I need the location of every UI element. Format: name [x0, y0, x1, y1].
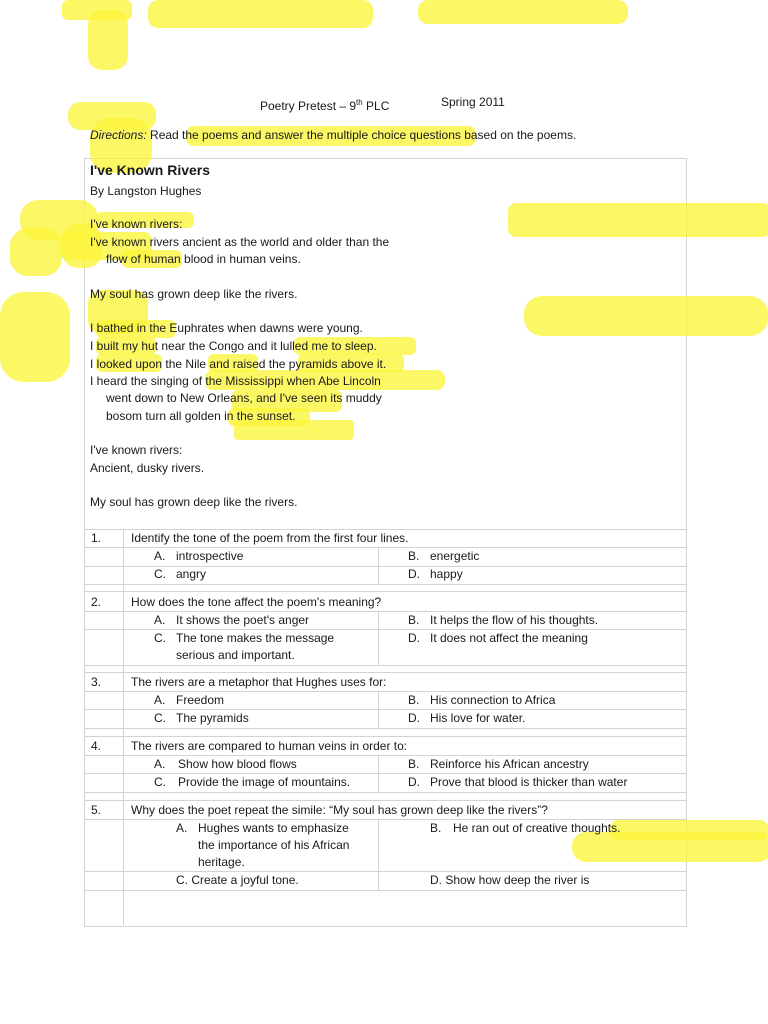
- table-rule: [84, 755, 686, 756]
- table-rule: [84, 591, 686, 592]
- poem-line: went down to New Orleans, and I've seen its muddy: [106, 391, 382, 405]
- choice-a: introspective: [176, 549, 244, 563]
- choice-a-letter: A.: [154, 549, 166, 563]
- table-rule: [84, 709, 686, 710]
- choice-b-letter: B.: [408, 693, 420, 707]
- question-text: The rivers are a metaphor that Hughes uses for:: [131, 675, 387, 689]
- choice-d: His love for water.: [430, 711, 526, 725]
- table-rule: [84, 566, 686, 567]
- choice-c: Provide the image of mountains.: [178, 775, 351, 789]
- poem-line: flow of human blood in human veins.: [106, 252, 301, 266]
- choice-b: Reinforce his African ancestry: [430, 757, 589, 771]
- choice-b-letter: B.: [408, 549, 420, 563]
- choice-c-cont: serious and important.: [176, 648, 295, 662]
- choice-c: C. Create a joyful tone.: [176, 873, 299, 887]
- highlight-mark: [610, 820, 768, 840]
- table-rule: [84, 691, 686, 692]
- choice-a-cont: heritage.: [198, 855, 245, 869]
- poem-line: I looked upon the Nile and raised the pyramids above it.: [90, 357, 387, 371]
- poem-author: By Langston Hughes: [90, 184, 202, 198]
- table-rule: [84, 890, 686, 891]
- test-term: Spring 2011: [441, 95, 505, 109]
- choice-a: It shows the poet's anger: [176, 613, 310, 627]
- poem-line: I built my hut near the Congo and it lulled me to sleep.: [90, 339, 377, 353]
- poem-line: I've known rivers:: [90, 443, 183, 457]
- table-rule: [84, 672, 686, 673]
- table-divider: [378, 819, 379, 891]
- table-divider: [378, 611, 379, 666]
- table-rule: [84, 728, 686, 729]
- table-rule: [84, 792, 686, 793]
- directions: [90, 127, 576, 144]
- choice-c-letter: C.: [154, 631, 166, 645]
- highlight-mark: [0, 292, 70, 382]
- question-number: 2.: [91, 595, 102, 609]
- table-rule: [84, 871, 686, 872]
- choice-b-letter: B.: [430, 821, 442, 835]
- highlight-mark: [88, 10, 128, 70]
- choice-d-letter: D.: [408, 631, 420, 645]
- choice-a-cont: the importance of his African: [198, 838, 350, 852]
- choice-b-letter: B.: [408, 613, 420, 627]
- test-title: Poetry Pretest – 9th PLC: [260, 98, 390, 113]
- choice-b-letter: B.: [408, 757, 420, 771]
- choice-a-letter: A.: [154, 613, 166, 627]
- table-divider: [378, 691, 379, 729]
- choice-c: angry: [176, 567, 207, 581]
- table-divider: [378, 547, 379, 585]
- choice-d-letter: D.: [408, 711, 420, 725]
- highlight-mark: [508, 203, 768, 237]
- choice-b: His connection to Africa: [430, 693, 556, 707]
- choice-a: Show how blood flows: [178, 757, 297, 771]
- choice-b: energetic: [430, 549, 480, 563]
- choice-a: Freedom: [176, 693, 225, 707]
- table-rule: [84, 547, 686, 548]
- poem-line: My soul has grown deep like the rivers.: [90, 287, 298, 301]
- choice-c-letter: C.: [154, 711, 166, 725]
- question-number: 4.: [91, 739, 102, 753]
- choice-d: happy: [430, 567, 463, 581]
- choice-d: D. Show how deep the river is: [430, 873, 590, 887]
- table-divider: [378, 755, 379, 793]
- highlight-mark: [524, 296, 768, 336]
- choice-b: He ran out of creative thoughts.: [453, 821, 621, 835]
- directions-text: Read the poems and answer the multiple choice questions based on the poems.: [146, 128, 577, 142]
- table-rule: [84, 665, 686, 666]
- choice-a-letter: A.: [154, 693, 166, 707]
- choice-d: It does not affect the meaning: [430, 631, 588, 645]
- table-divider: [123, 529, 124, 925]
- poem-line: I bathed in the Euphrates when dawns were young.: [90, 321, 363, 335]
- choice-d-letter: D.: [408, 775, 420, 789]
- question-text: How does the tone affect the poem's meaning?: [131, 595, 382, 609]
- choice-a-letter: A.: [154, 757, 166, 771]
- question-text: Identify the tone of the poem from the first four lines.: [131, 531, 409, 545]
- choice-c: The pyramids: [176, 711, 249, 725]
- question-number: 5.: [91, 803, 102, 817]
- question-number: 3.: [91, 675, 102, 689]
- highlight-mark: [418, 0, 628, 24]
- table-rule: [84, 736, 686, 737]
- poem-line: I heard the singing of the Mississippi when Abe Lincoln: [90, 374, 381, 388]
- poem-line: I've known rivers:: [90, 217, 183, 231]
- question-number: 1.: [91, 531, 102, 545]
- poem-line: bosom turn all golden in the sunset.: [106, 409, 296, 423]
- choice-c-letter: C.: [154, 567, 166, 581]
- table-rule: [84, 584, 686, 585]
- question-text: The rivers are compared to human veins in order to:: [131, 739, 408, 753]
- highlight-mark: [148, 0, 373, 28]
- question-text: Why does the poet repeat the simile: “My soul has grown deep like the rivers”?: [131, 803, 548, 817]
- choice-a: Hughes wants to emphasize: [198, 821, 349, 835]
- table-rule: [84, 629, 686, 630]
- poem-line: My soul has grown deep like the rivers.: [90, 495, 298, 509]
- table-rule: [84, 800, 686, 801]
- highlight-mark: [10, 228, 62, 276]
- directions-label: Directions:: [90, 128, 147, 142]
- choice-d: Prove that blood is thicker than water: [430, 775, 628, 789]
- choice-c: The tone makes the message: [176, 631, 335, 645]
- choice-a-letter: A.: [176, 821, 188, 835]
- poem-line: Ancient, dusky rivers.: [90, 461, 205, 475]
- choice-c-letter: C.: [154, 775, 166, 789]
- choice-b: It helps the flow of his thoughts.: [430, 613, 599, 627]
- choice-d-letter: D.: [408, 567, 420, 581]
- poem-title: I've Known Rivers: [90, 162, 211, 178]
- poem-line: I've known rivers ancient as the world and older than the: [90, 235, 390, 249]
